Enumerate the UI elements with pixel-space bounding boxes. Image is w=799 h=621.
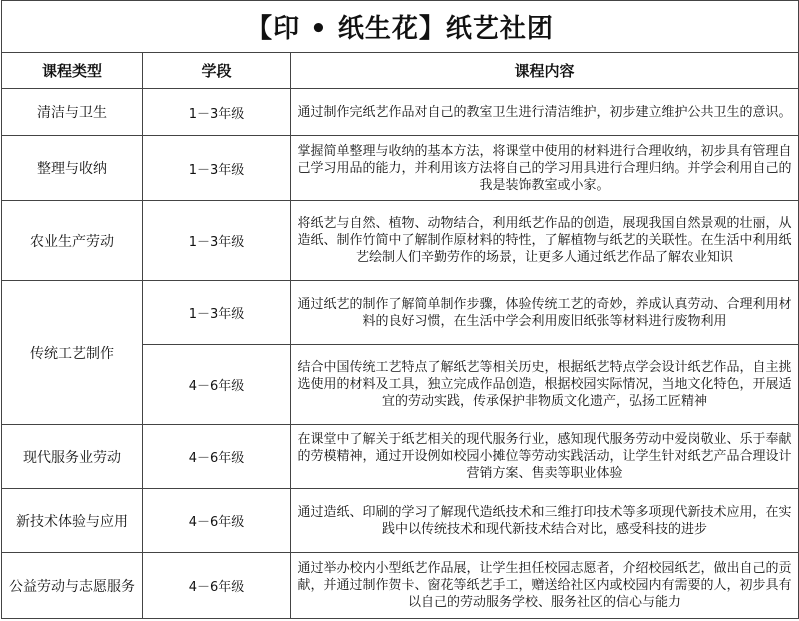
table-row [2, 489, 799, 553]
header-content: 课程内容 [291, 53, 799, 89]
course-type: 农业生产劳动 [2, 201, 143, 281]
course-type: 整理与收纳 [2, 136, 143, 201]
course-content: 通过制作完纸艺作品对自己的教室卫生进行清洁维护，初步建立维护公共卫生的意识。 [291, 89, 799, 136]
course-type: 公益劳动与志愿服务 [2, 553, 143, 619]
course-content: 通过举办校内小型纸艺作品展，让学生担任校园志愿者，介绍校园纸艺，做出自己的贡献，并通过制作贺卡、窗花等纸艺手工，赠送给社区内或校园内有需要的人，初步具有以自己的劳动服务学校、服务社区的信心与能力 [291, 553, 799, 619]
course-content: 通过造纸、印刷的学习了解现代造纸技术和三维打印技术等多项现代新技术应用，在实践中以传统技术和现代新技术结合对比，感受科技的进步 [291, 489, 799, 553]
course-type: 新技术体验与应用 [2, 489, 143, 553]
table-row [2, 89, 799, 136]
course-type: 清洁与卫生 [2, 89, 143, 136]
header-type: 课程类型 [2, 53, 143, 89]
table-row [2, 281, 799, 345]
title-row [2, 1, 799, 53]
grade-level: 4－6年级 [143, 553, 291, 619]
course-content: 结合中国传统工艺特点了解纸艺等相关历史，根据纸艺特点学会设计纸艺作品，自主挑选使用的材料及工具，独立完成作品创造，根据校园实际情况，当地文化特色，开展适宜的劳动实践，传承保护非物质文化遗产，弘扬工匠精神 [291, 345, 799, 425]
course-type: 传统工艺制作 [2, 281, 143, 425]
grade-level: 4－6年级 [143, 345, 291, 425]
grade-level: 4－6年级 [143, 425, 291, 489]
header-grade: 学段 [143, 53, 291, 89]
grade-level: 1－3年级 [143, 136, 291, 201]
table-row [2, 136, 799, 201]
table-row [2, 201, 799, 281]
course-type: 现代服务业劳动 [2, 425, 143, 489]
course-content: 通过纸艺的制作了解简单制作步骤，体验传统工艺的奇妙，养成认真劳动、合理利用材料的良好习惯，在生活中学会利用废旧纸张等材料进行废物利用 [291, 281, 799, 345]
grade-level: 1－3年级 [143, 281, 291, 345]
course-content: 将纸艺与自然、植物、动物结合，利用纸艺作品的创造，展现我国自然景观的壮丽，从造纸、制作竹简中了解制作原材料的特性，了解植物与纸艺的关联性。在生活中利用纸艺绘制人们辛勤劳作的场景，让更多人通过纸艺作品了解农业知识 [291, 201, 799, 281]
course-content: 掌握简单整理与收纳的基本方法，将课堂中使用的材料进行合理收纳，初步具有管理自己学习用品的能力，并利用该方法将自己的学习用具进行合理归纳。并学会利用自己的我是装饰教室或小家。 [291, 136, 799, 201]
grade-level: 4－6年级 [143, 489, 291, 553]
grade-level: 1－3年级 [143, 201, 291, 281]
header-row [2, 53, 799, 89]
table-row [2, 425, 799, 489]
table-row [2, 553, 799, 619]
grade-level: 1－3年级 [143, 89, 291, 136]
document-title: 【印 • 纸生花】纸艺社团 [2, 1, 799, 53]
course-content: 在课堂中了解关于纸艺相关的现代服务行业，感知现代服务劳动中爱岗敬业、乐于奉献的劳模精神，通过开设例如校园小摊位等劳动实践活动，让学生针对纸艺产品合理设计营销方案、售卖等职业体验 [291, 425, 799, 489]
course-table [1, 0, 799, 619]
